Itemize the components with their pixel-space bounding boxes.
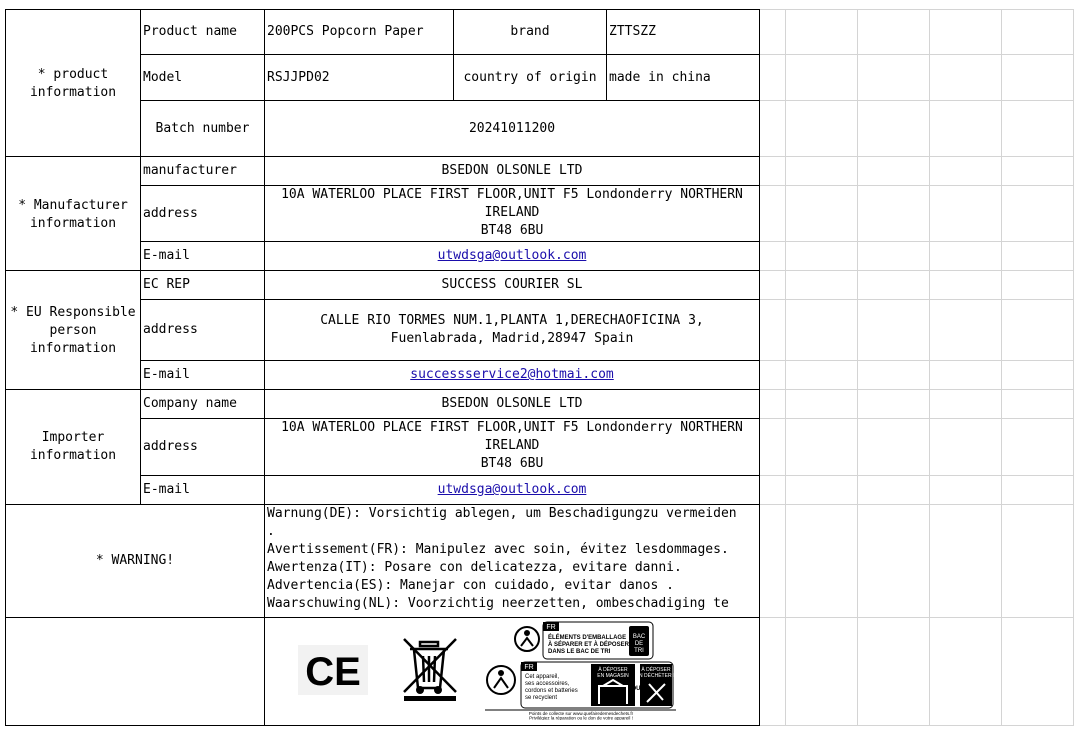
triman-device-line2: ses accessoires, <box>525 681 570 687</box>
warning-de-cont: . <box>267 524 275 539</box>
svg-text:TRI: TRI <box>634 648 644 654</box>
triman-device-line1: Cet appareil, <box>525 674 560 680</box>
triman-footer-line1: Points de collecte sur www.quefairedemesdechets.fr <box>528 711 634 716</box>
manufacturer-email-label: E-mail <box>143 248 190 263</box>
warning-es: Advertencia(ES): Manejar con cuidado, evitar danos . <box>267 578 674 593</box>
manufacturer-email-link[interactable]: utwdsga@outlook.com <box>437 248 587 263</box>
triman-fr-badge-1: FR <box>546 624 556 631</box>
warning-fr: Avertissement(FR): Manipulez avec soin, évitez lesdommages. <box>267 542 729 557</box>
importer-email-link[interactable]: utwdsga@outlook.com <box>437 482 587 497</box>
importer-address-label: address <box>143 439 198 454</box>
importer-address-line3: BT48 6BU <box>480 456 544 471</box>
triman-packaging-line1: ÉLÉMENTS D'EMBALLAGE <box>548 635 627 641</box>
importer-address-line2: IRELAND <box>484 438 540 453</box>
triman-or-text: OU <box>631 686 641 692</box>
warning-section-label: * WARNING! <box>95 553 175 568</box>
svg-text:DE: DE <box>634 641 644 647</box>
weee-bin-icon <box>400 636 460 702</box>
warning-it: Awertenza(IT): Posare con delicatezza, evitare danni. <box>267 560 682 575</box>
manufacturer-value: BSEDON OLSONLE LTD <box>441 163 583 178</box>
manufacturer-address-line2: IRELAND <box>484 205 540 220</box>
triman-device-line3: cordons et batteries <box>525 688 578 694</box>
origin-label: country of origin <box>463 70 597 85</box>
importer-company-value: BSEDON OLSONLE LTD <box>441 396 583 411</box>
triman-device-row <box>487 662 677 708</box>
importer-section-label: Importer information <box>29 430 117 463</box>
manufacturer-section-label: * Manufacturer information <box>18 198 128 231</box>
warning-de: Warnung(DE): Vorsichtig ablegen, um Beschadigungzu vermeiden <box>267 506 737 521</box>
svg-text:EN DÉCHÈTERIE: EN DÉCHÈTERIE <box>635 673 677 679</box>
ec-rep-value: SUCCESS COURIER SL <box>441 277 583 292</box>
eu-rep-email-label: E-mail <box>143 367 190 382</box>
manufacturer-label: manufacturer <box>143 163 237 178</box>
svg-text:À DÉPOSER: À DÉPOSER <box>641 667 671 673</box>
eu-rep-address-line1: CALLE RIO TORMES NUM.1,PLANTA 1,DERECHAOFICINA 3, <box>320 313 704 328</box>
svg-text:EN MAGASIN: EN MAGASIN <box>597 673 629 679</box>
triman-footer-line2: Privilégiez la réparation ou le don de votre appareil ! <box>529 715 633 720</box>
triman-packaging-line2: À SÉPARER ET À DÉPOSER <box>548 642 629 648</box>
eu-rep-section-label: * EU Responsible person information <box>10 305 136 356</box>
warning-nl: Waarschuwing(NL): Voorzichtig neerzetten, ombeschadiging te <box>267 596 729 611</box>
triman-recycling-label <box>483 620 678 720</box>
ce-mark-icon <box>298 645 368 695</box>
product-name-value: 200PCS Popcorn Paper <box>267 24 424 39</box>
triman-packaging-line3: DANS LE BAC DE TRI <box>548 649 611 655</box>
batch-value: 20241011200 <box>468 121 556 136</box>
brand-label: brand <box>510 24 550 39</box>
eu-rep-email-link[interactable]: successservice2@hotmai.com <box>410 367 614 382</box>
svg-text:BAC: BAC <box>632 634 646 640</box>
origin-value: made in china <box>609 70 711 85</box>
triman-device-line4: se recyclent <box>525 695 558 701</box>
importer-email-label: E-mail <box>143 482 190 497</box>
svg-text:À DÉPOSER: À DÉPOSER <box>598 667 628 673</box>
importer-company-label: Company name <box>143 396 237 411</box>
warning-text-block <box>267 505 757 617</box>
eu-rep-address-line2: Fuenlabrada, Madrid,28947 Spain <box>390 331 634 346</box>
manufacturer-address-label: address <box>143 206 198 221</box>
model-label: Model <box>143 70 183 85</box>
manufacturer-address-line1: 10A WATERLOO PLACE FIRST FLOOR,UNIT F5 Londonderry NORTHERN <box>281 187 743 202</box>
triman-packaging-row <box>515 622 653 659</box>
batch-label: Batch number <box>155 121 250 136</box>
triman-fr-badge-2: FR <box>524 664 534 671</box>
brand-value: ZTTSZZ <box>609 24 656 39</box>
manufacturer-address-line3: BT48 6BU <box>480 223 544 238</box>
product-section-label: * product information <box>29 67 117 100</box>
importer-address-line1: 10A WATERLOO PLACE FIRST FLOOR,UNIT F5 Londonderry NORTHERN <box>281 420 743 435</box>
ec-rep-label: EC REP <box>143 277 190 292</box>
ce-mark-text: CE <box>305 650 361 694</box>
product-name-label: Product name <box>143 24 237 39</box>
eu-rep-address-label: address <box>143 322 198 337</box>
model-value: RSJJPD02 <box>267 70 330 85</box>
